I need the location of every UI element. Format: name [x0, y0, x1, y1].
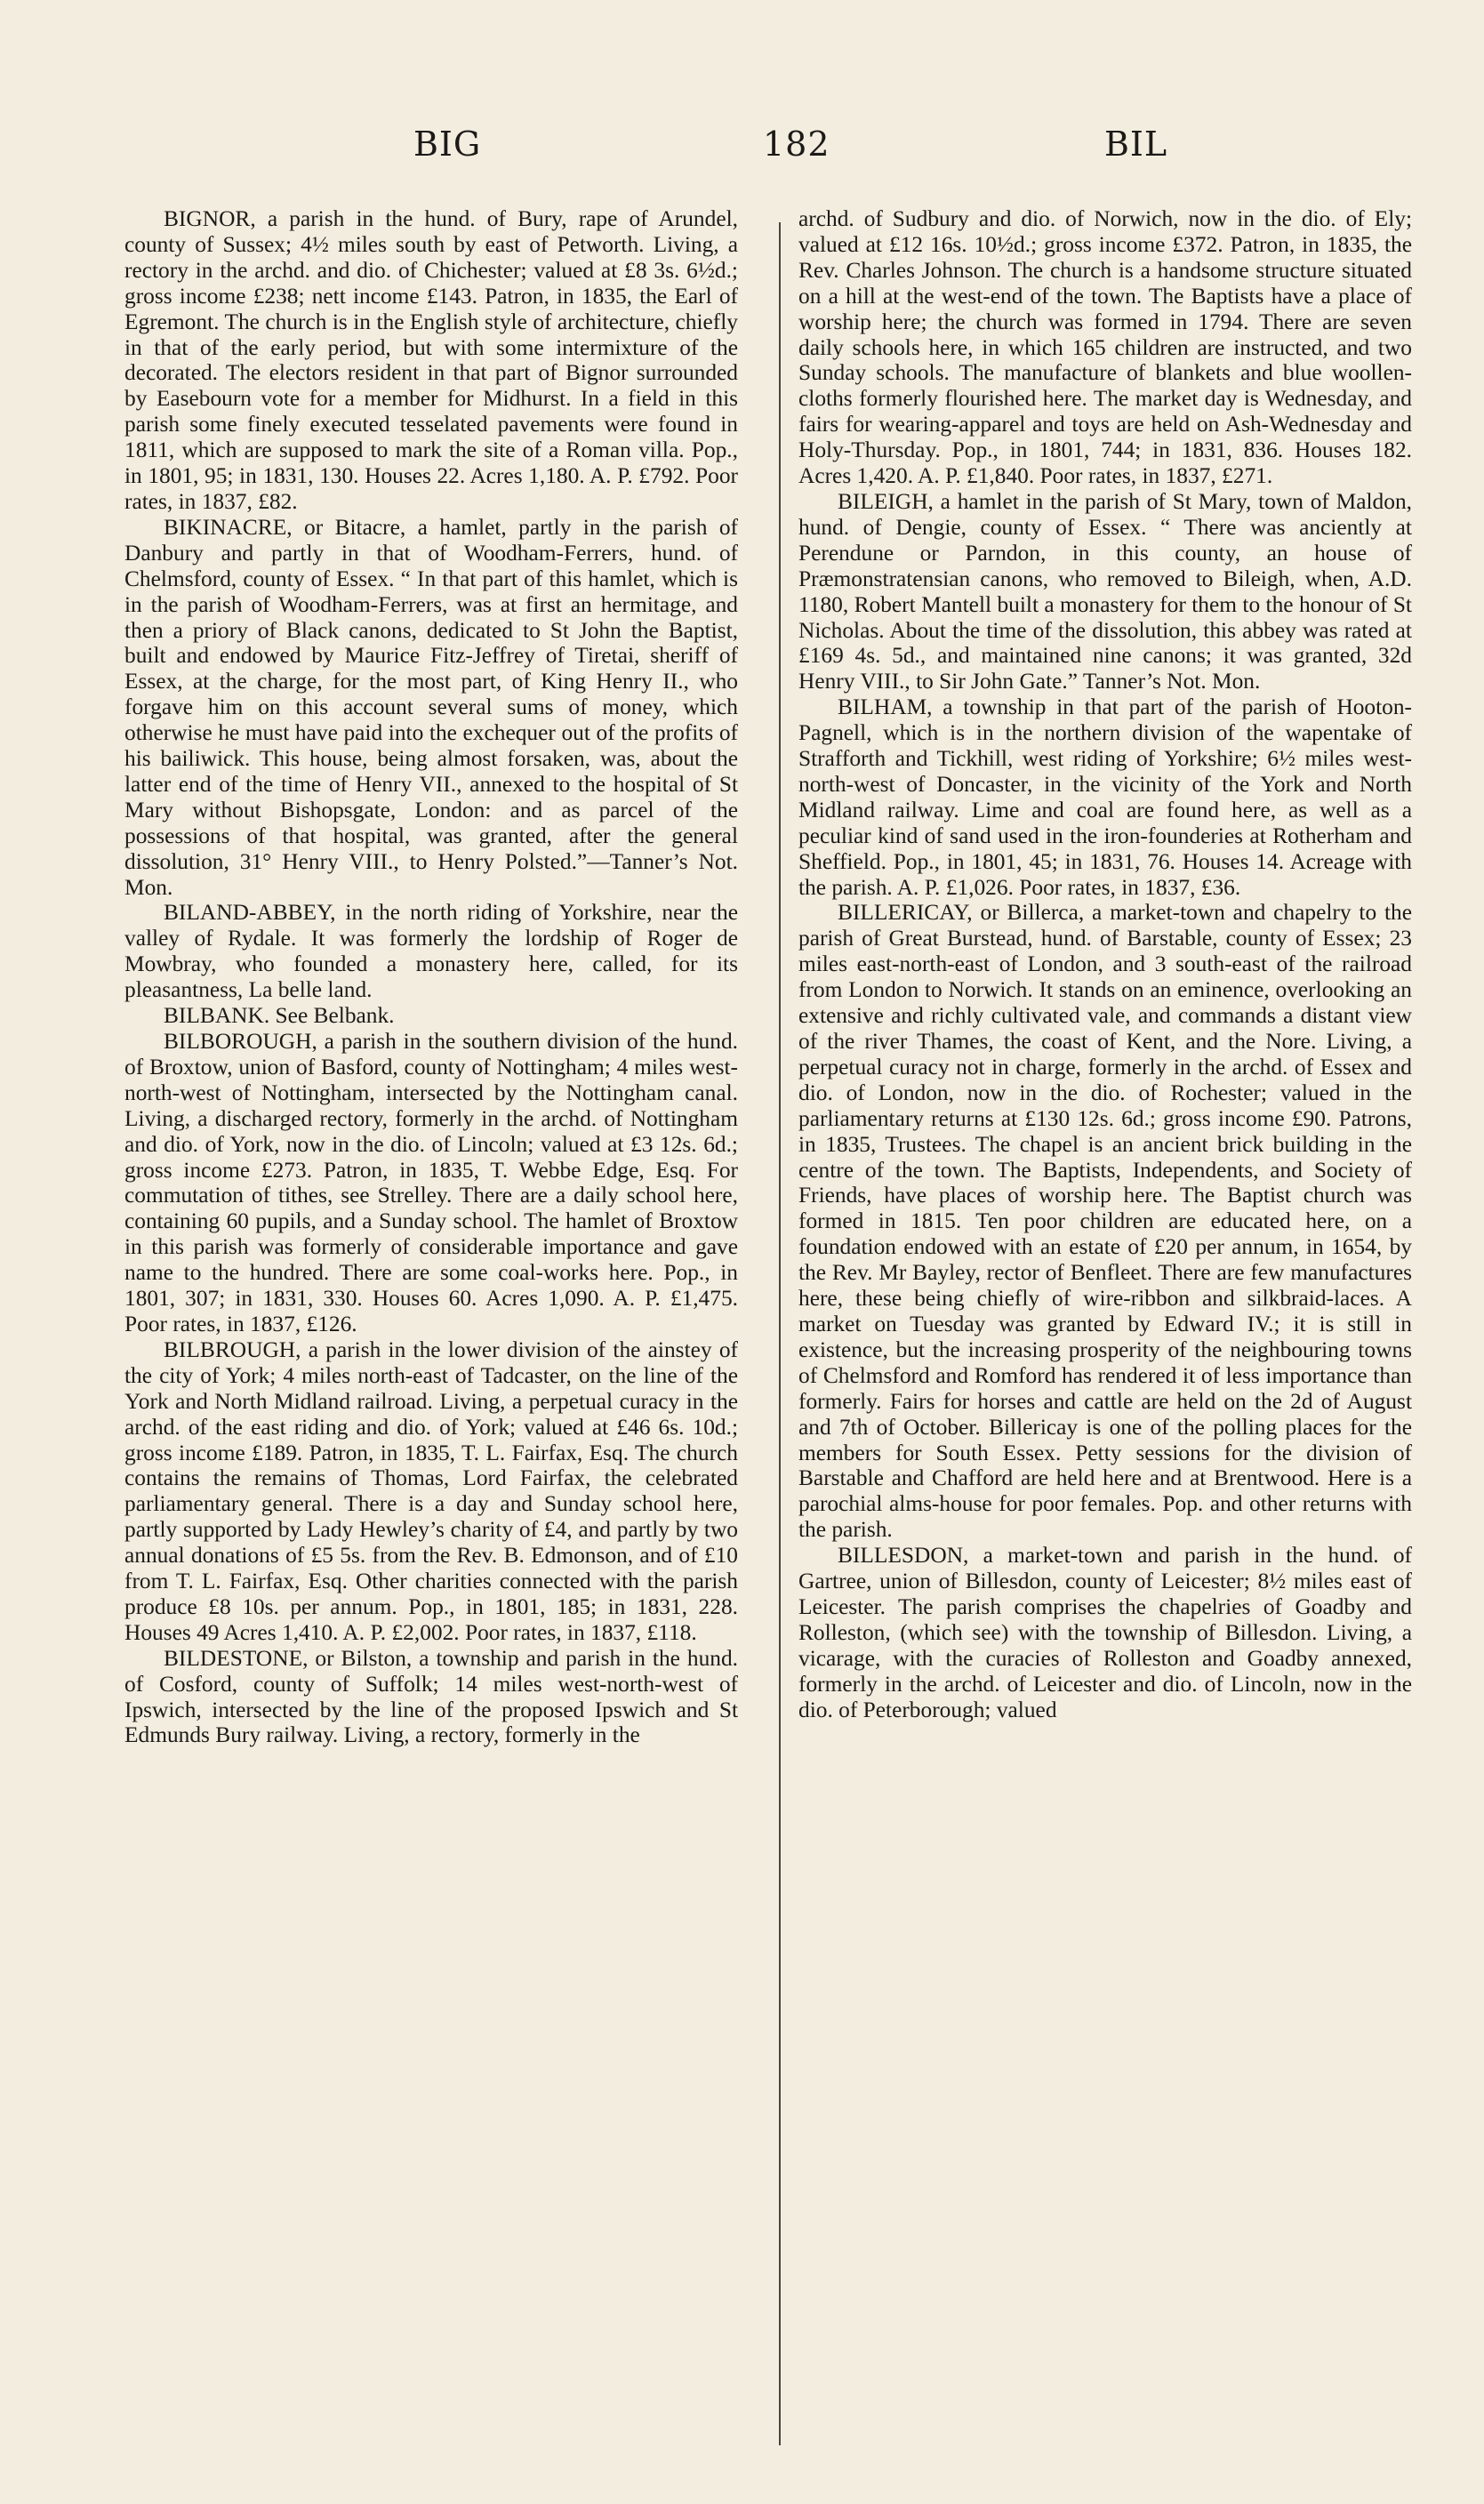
- header-left-guideword: BIG: [413, 124, 482, 164]
- entry-text: in the north riding of Yorkshire, near the valley of Rydale. It was formerly the lordship of Roger de Mowbray, who founded a monastery here, called, for its pleasantness, La belle land.: [124, 900, 738, 1003]
- gazetteer-entry: [124, 1646, 738, 1749]
- entry-text: archd. of Sudbury and dio. of Norwich, now in the dio. of Ely; valued at £12 16s. 10½d.; gross income £372. Patron, in 1835, the Rev. Charles Johnson. The church is a handsome structure situated on a hill at the west-end of the town. The Baptists have a place of worship here; the church was formed in 1794. There are seven daily schools here, in which 165 children are instructed, and two Sunday schools. The manufacture of blankets and blue woollen-cloths formerly flourished here. The market day is Wednesday, and fairs for wearing-apparel and toys are held on Ash-Wednesday and Holy-Thursday. Pop., in 1801, 744; in 1831, 836. Houses 182. Acres 1,420. A. P. £1,840. Poor rates, in 1837, £271.: [798, 206, 1412, 489]
- right-column: [798, 206, 1412, 2465]
- entry-headword: BIGNOR,: [164, 206, 256, 231]
- entry-text: a parish in the hund. of Bury, rape of Arundel, county of Sussex; 4½ miles south by east of Petworth. Living, a rectory in the archd. and dio. of Chichester; valued at £8 3s. 6½d.; gross income £238; nett income £143. Patron, in 1835, the Earl of Egremont. The church is in the English style of architecture, chiefly in that of the early period, but with some intermixture of the decorated. The electors resident in that part of Bignor surrounded by Easebourn vote for a member for Midhurst. In a field in this parish some finely executed tesselated pavements were found in 1811, which are supposed to mark the site of a Roman villa. Pop., in 1801, 95; in 1831, 130. Houses 22. Acres 1,180. A. P. £792. Poor rates, in 1837, £82.: [124, 206, 738, 514]
- gazetteer-entry: [798, 489, 1412, 694]
- entry-text: or Bilston, a township and parish in the hund. of Cosford, county of Suffolk; 14 miles west-north-west of Ipswich, intersected by the line of the proposed Ipswich and St Edmunds Bury railway. Living, a rectory, formerly in the: [124, 1645, 738, 1748]
- entry-headword: BILBOROUGH,: [164, 1029, 317, 1054]
- entry-headword: BILLERICAY,: [838, 900, 973, 926]
- gazetteer-entry: [124, 206, 738, 515]
- gazetteer-entry-continued: [798, 206, 1412, 489]
- entry-text: or Billerca, a market-town and chapelry to the parish of Great Burstead, hund. of Barstable, county of Essex; 23 miles east-north-east of London, and 3 south-east of the railroad from London to Norwich. It stands on an eminence, overlooking an extensive and richly cultivated vale, and commands a distant view of the river Thames, the coast of Kent, and the Nore. Living, a perpetual curacy not in charge, formerly in the archd. of Essex and dio. of London, now in the dio. of Rochester; valued in the parliamentary returns at £130 12s. 6d.; gross income £90. Patrons, in 1835, Trustees. The chapel is an ancient brick building in the centre of the town. The Baptists, Independents, and Society of Friends, have places of worship here. The Baptist church was formed in 1815. Ten poor children are educated here, on a foundation endowed with an estate of £20 per annum, in 1654, by the Rev. Mr Bayley, rector of Benfleet. There are few manufactures here, these being chiefly of wire-ribbon and silkbraid-laces. A market on Tuesday was granted by Edward IV.; it is still in existence, but the increasing prosperity of the neighbouring towns of Chelmsford and Romford has rendered it of less importance than formerly. Fairs for horses and cattle are held on the 2d of August and 7th of October. Billericay is one of the polling places for the members for South Essex. Petty sessions for the division of Barstable and Chafford are held here and at Brentwood. Here is a parochial alms-house for poor females. Pop. and other returns with the parish.: [798, 900, 1412, 1543]
- gazetteer-entry: [798, 694, 1412, 900]
- entry-text: a market-town and parish in the hund. of Gartree, union of Billesdon, county of Leicester; 8½ miles east of Leicester. The parish comprises the chapelries of Goadby and Rolleston, (which see) with the township of Billesdon. Living, a vicarage, with the curacies of Rolleston and Goadby annexed, formerly in the archd. of Leicester and dio. of Lincoln, now in the dio. of Peterborough; valued: [798, 1543, 1412, 1722]
- entry-headword: BILLESDON,: [838, 1543, 969, 1569]
- entry-text: See Belbank.: [269, 1003, 395, 1029]
- entry-headword: BIKINACRE,: [164, 514, 293, 540]
- entry-text: a parish in the lower division of the ainstey of the city of York; 4 miles north-east of Tadcaster, on the line of the York and North Midland railroad. Living, a perpetual curacy in the archd. of the east riding and dio. of York; valued at £46 6s. 10d.; gross income £189. Patron, in 1835, T. L. Fairfax, Esq. The church contains the remains of Thomas, Lord Fairfax, the celebrated parliamentary general. There is a day and Sunday school here, partly supported by Lady Hewley’s charity of £4, and partly by two annual donations of £5 5s. from the Rev. B. Edmonson, and of £10 from T. L. Fairfax, Esq. Other charities connected with the parish produce £8 10s. per annum. Pop., in 1801, 185; in 1831, 228. Houses 49 Acres 1,410. A. P. £2,002. Poor rates, in 1837, £118.: [124, 1336, 738, 1645]
- entry-headword: BILAND-ABBEY,: [164, 900, 336, 926]
- entry-text: a parish in the southern division of the hund. of Broxtow, union of Basford, county of Nottingham; 4 miles west-north-west of Nottingham, intersected by the Nottingham canal. Living, a discharged rectory, formerly in the archd. of Nottingham and dio. of York, now in the dio. of Lincoln; valued at £3 12s. 6d.; gross income £273. Patron, in 1835, T. Webbe Edge, Esq. For commutation of tithes, see Strelley. There are a daily school here, containing 60 pupils, and a Sunday school. The hamlet of Broxtow in this parish was formerly of considerable importance and gave name to the hundred. There are some coal-works here. Pop., in 1801, 307; in 1831, 330. Houses 60. Acres 1,090. A. P. £1,475. Poor rates, in 1837, £126.: [124, 1029, 738, 1336]
- column-divider: [779, 222, 781, 2445]
- gazetteer-entry: [124, 1337, 738, 1646]
- gazetteer-entry: [798, 900, 1412, 1543]
- header-right-guideword: BIL: [1104, 124, 1168, 164]
- entry-headword: BILBROUGH,: [164, 1336, 301, 1362]
- gazetteer-entry: [124, 1003, 738, 1029]
- entry-headword: BILDESTONE,: [164, 1645, 309, 1671]
- entry-text: or Bitacre, a hamlet, partly in the parish of Danbury and partly in that of Woodham-Ferrers, hund. of Chelmsford, county of Essex. “ In that part of this hamlet, which is in the parish of Woodham-Ferrers, was at first an hermitage, and then a priory of Black canons, dedicated to St John the Baptist, built and endowed by Maurice Fitz-Jeffrey of Tiretai, sheriff of Essex, at the charge, for the most part, of King Henry II., who forgave him on this account several sums of money, which otherwise he must have paid into the exchequer out of the profits of his bailiwick. This house, being almost forsaken, was, about the latter end of the time of Henry VII., annexed to the hospital of St Mary without Bishopsgate, London: and as parcel of the possessions of that hospital, was granted, after the general dissolution, 31° Henry VIII., to Henry Polsted.”—Tanner’s Not. Mon.: [124, 514, 738, 900]
- entry-headword: BILBANK.: [164, 1003, 270, 1029]
- entry-headword: BILHAM,: [838, 694, 933, 720]
- running-header: [0, 124, 1484, 178]
- entry-text: a hamlet in the parish of St Mary, town of Maldon, hund. of Dengie, county of Essex. “ There was anciently at Perendune or Parndon, in this county, an house of Præmonstratensian canons, who removed to Bileigh, when, A.D. 1180, Robert Mantell built a monastery for them to the honour of St Nicholas. About the time of the dissolution, this abbey was rated at £169 4s. 5d., and maintained nine canons; it was granted, 32d Henry VIII., to Sir John Gate.” Tanner’s Not. Mon.: [798, 488, 1412, 694]
- entry-headword: BILEIGH,: [838, 488, 934, 514]
- gazetteer-entry: [124, 900, 738, 1003]
- gazetteer-entry: [124, 1029, 738, 1337]
- entry-text: a township in that part of the parish of Hooton-Pagnell, which is in the northern division of the wapentake of Strafforth and Tickhill, west riding of Yorkshire; 6½ miles west-north-west of Doncaster, in the vicinity of the York and North Midland railway. Lime and coal are found here, as well as a peculiar kind of sand used in the iron-founderies at Rotherham and Sheffield. Pop., in 1801, 45; in 1831, 76. Houses 14. Acreage with the parish. A. P. £1,026. Poor rates, in 1837, £36.: [798, 694, 1412, 900]
- gazetteer-entry: [798, 1543, 1412, 1722]
- left-column: [124, 206, 738, 2465]
- gazetteer-entry: [124, 515, 738, 901]
- page-number: 182: [763, 124, 830, 164]
